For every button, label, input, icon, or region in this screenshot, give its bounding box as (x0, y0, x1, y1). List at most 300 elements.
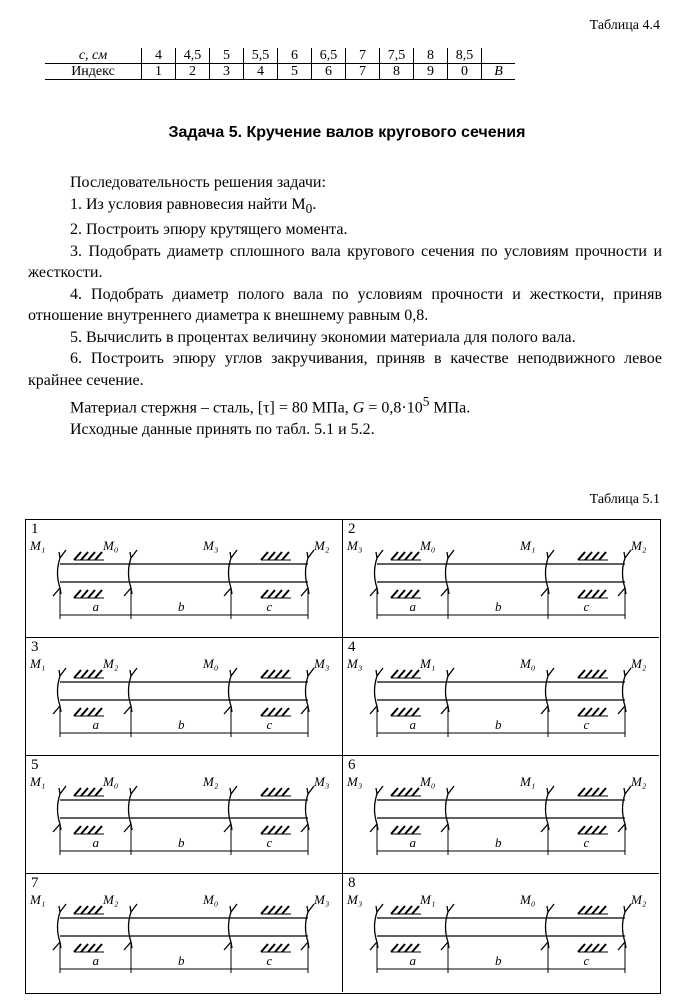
dimension-label: a (409, 599, 416, 614)
moment-arc (306, 912, 309, 942)
bearing-hatch (268, 670, 275, 678)
dimension-label: c (266, 717, 273, 732)
bearing-hatch (585, 906, 592, 914)
moment-arc (446, 676, 449, 706)
bearing-hatch (578, 670, 585, 678)
bearing-hatch (405, 552, 412, 560)
bearing-hatch (261, 826, 268, 834)
moment-arc (375, 912, 378, 942)
bearing-hatch (578, 826, 585, 834)
bearing-hatch (282, 906, 289, 914)
bearing-hatch (599, 670, 606, 678)
moment-arc (375, 794, 378, 824)
shaft-diagram (343, 520, 658, 636)
bearing-hatch (261, 708, 268, 716)
moment-arrow-top (230, 904, 237, 912)
bearing-hatch (282, 826, 289, 834)
table-cell: 9 (414, 64, 448, 80)
bearing-hatch (391, 708, 398, 716)
scheme-cell (343, 874, 659, 992)
dimension-label: a (92, 953, 99, 968)
shaft-diagram (26, 520, 341, 636)
bearing-hatch (282, 788, 289, 796)
table-cell: 5,5 (244, 48, 278, 64)
moment-arrow-top (376, 550, 383, 558)
dimension-label: b (495, 835, 502, 850)
table-cell: 2 (176, 64, 210, 80)
task-step-4: 4. Подобрать диаметр полого вала по условиям прочности и жесткости, приняв отношение внутреннего диаметра к внешнему равным 0,8. (28, 285, 662, 325)
material-value: = 0,8·10 (364, 399, 423, 417)
moment-label: M₁ (30, 892, 46, 907)
table-5-1-caption: Таблица 5.1 (589, 492, 660, 507)
dimension-label: c (583, 599, 590, 614)
bearing-hatch (74, 708, 81, 716)
bearing-hatch (391, 788, 398, 796)
table-cell: 0 (448, 64, 482, 80)
bearing-hatch (592, 708, 599, 716)
scheme-number: 6 (348, 757, 356, 773)
table-cell: 5 (278, 64, 312, 80)
moment-label: M₁ (420, 656, 436, 671)
moment-arc (623, 676, 626, 706)
moment-arrow-top (624, 668, 631, 676)
table-header: c, см (45, 48, 142, 64)
bearing-hatch (74, 906, 81, 914)
task-text (28, 172, 662, 441)
moment-arrow-top (447, 904, 454, 912)
table-row (45, 64, 515, 80)
shaft-diagram (26, 756, 341, 872)
bearing-hatch (599, 552, 606, 560)
bearing-hatch (261, 670, 268, 678)
bearing-hatch (88, 670, 95, 678)
shaft-diagram (26, 638, 341, 754)
bearing-hatch (578, 944, 585, 952)
scheme-number: 8 (348, 875, 356, 891)
bearing-hatch (412, 590, 419, 598)
bearing-hatch (282, 590, 289, 598)
bearing-hatch (275, 788, 282, 796)
bearing-hatch (398, 670, 405, 678)
moment-arc (129, 558, 132, 588)
material-unit: МПа. (429, 399, 471, 417)
bearing-hatch (585, 708, 592, 716)
bearing-hatch (261, 590, 268, 598)
moment-label: M₃ (314, 774, 330, 789)
dimension-label: a (409, 717, 416, 732)
bearing-hatch (578, 788, 585, 796)
bearing-hatch (261, 552, 268, 560)
bearing-hatch (74, 552, 81, 560)
moment-label: M₁ (30, 774, 46, 789)
shaft-diagram (343, 874, 658, 990)
scheme-cell (26, 638, 343, 756)
task-source: Исходные данные принять по табл. 5.1 и 5.2. (70, 421, 375, 439)
moment-label: M₀ (520, 892, 536, 907)
dimension-label: c (266, 835, 273, 850)
bearing-hatch (261, 944, 268, 952)
moment-arc (58, 794, 61, 824)
bearing-hatch (578, 906, 585, 914)
moment-arrow-top (547, 904, 554, 912)
bearing-hatch (592, 788, 599, 796)
table-cell: B (482, 64, 516, 80)
moment-arrow-top (130, 668, 137, 676)
task-step-1 (28, 194, 662, 220)
table-cell: 8,5 (448, 48, 482, 64)
moment-arc (229, 558, 232, 588)
bearing-hatch (599, 590, 606, 598)
moment-arc (623, 912, 626, 942)
scheme-cell (343, 756, 659, 874)
bearing-hatch (81, 788, 88, 796)
bearing-hatch (81, 906, 88, 914)
bearing-hatch (74, 944, 81, 952)
moment-arrow-top (59, 786, 66, 794)
bearing-hatch (88, 944, 95, 952)
bearing-hatch (599, 826, 606, 834)
scheme-number: 2 (348, 521, 356, 537)
moment-arc (129, 676, 132, 706)
moment-arrow-top (230, 550, 237, 558)
table-cell: 7,5 (380, 48, 414, 64)
moment-label: M₃ (314, 892, 330, 907)
table-cell (482, 48, 516, 64)
material-text: Материал стержня – сталь, [τ] = 80 МПа, (70, 399, 353, 417)
table-4-4 (45, 48, 515, 80)
moment-arc (546, 794, 549, 824)
material-exponent: 5 (422, 394, 430, 410)
bearing-hatch (405, 826, 412, 834)
moment-arc (446, 794, 449, 824)
bearing-hatch (88, 826, 95, 834)
moment-label: M₁ (420, 892, 436, 907)
moment-arc (306, 558, 309, 588)
table-cell: 6 (312, 64, 346, 80)
dimension-label: c (583, 835, 590, 850)
bearing-hatch (405, 906, 412, 914)
moment-arrow-top (624, 786, 631, 794)
dimension-label: c (266, 599, 273, 614)
bearing-hatch (391, 944, 398, 952)
bearing-hatch (282, 708, 289, 716)
bearing-hatch (88, 590, 95, 598)
shaft-diagram (343, 756, 658, 872)
scheme-cell (26, 520, 343, 638)
moment-label: M₂ (631, 892, 647, 907)
moment-arc (623, 794, 626, 824)
moment-label: M₂ (631, 538, 647, 553)
moment-arrow-top (307, 904, 314, 912)
bearing-hatch (95, 670, 102, 678)
bearing-hatch (585, 788, 592, 796)
moment-label: M₂ (631, 656, 647, 671)
moment-label: M₃ (347, 538, 363, 553)
bearing-hatch (405, 590, 412, 598)
moment-label: M₃ (347, 892, 363, 907)
moment-label: M₁ (30, 656, 46, 671)
bearing-hatch (412, 788, 419, 796)
bearing-hatch (74, 590, 81, 598)
shaft-diagram (26, 874, 341, 990)
moment-arrow-top (230, 786, 237, 794)
bearing-hatch (405, 788, 412, 796)
moment-arrow-top (59, 668, 66, 676)
moment-label: M₃ (314, 656, 330, 671)
table-cell: 7 (346, 64, 380, 80)
dimension-label: b (495, 599, 502, 614)
dimension-label: c (583, 953, 590, 968)
moment-arrow-top (624, 904, 631, 912)
table-cell: 1 (142, 64, 176, 80)
task-material (28, 391, 662, 419)
dimension-label: a (92, 599, 99, 614)
bearing-hatch (268, 944, 275, 952)
bearing-hatch (88, 788, 95, 796)
moment-arc (58, 676, 61, 706)
table-cell: 8 (380, 64, 414, 80)
bearing-hatch (398, 708, 405, 716)
moment-arrow-top (447, 786, 454, 794)
moment-arrow-top (230, 668, 237, 676)
bearing-hatch (578, 552, 585, 560)
bearing-hatch (391, 826, 398, 834)
bearing-hatch (585, 590, 592, 598)
scheme-number: 1 (31, 521, 39, 537)
bearing-hatch (81, 708, 88, 716)
bearing-hatch (74, 826, 81, 834)
bearing-hatch (592, 826, 599, 834)
bearing-hatch (95, 826, 102, 834)
bearing-hatch (391, 906, 398, 914)
schemes-table (25, 519, 661, 994)
bearing-hatch (398, 944, 405, 952)
table-4-4-caption: Таблица 4.4 (589, 18, 660, 33)
bearing-hatch (412, 826, 419, 834)
moment-label: M₂ (203, 774, 219, 789)
bearing-hatch (95, 708, 102, 716)
dimension-label: b (178, 953, 185, 968)
moment-arc (58, 558, 61, 588)
table-row (45, 48, 515, 64)
moment-arc (229, 676, 232, 706)
moment-arc (375, 558, 378, 588)
moment-arrow-top (376, 786, 383, 794)
moment-arrow-top (307, 668, 314, 676)
moment-arc (129, 794, 132, 824)
moment-arrow-top (547, 786, 554, 794)
dimension-label: c (583, 717, 590, 732)
task-step-6: 6. Построить эпюру углов закручивания, приняв в качестве неподвижного левое крайнее сечение. (28, 350, 662, 389)
moment-arrow-top (447, 668, 454, 676)
moment-label: M₂ (103, 892, 119, 907)
bearing-hatch (405, 670, 412, 678)
bearing-hatch (585, 944, 592, 952)
moment-label: M₁ (30, 538, 46, 553)
bearing-hatch (275, 670, 282, 678)
dimension-label: b (495, 953, 502, 968)
bearing-hatch (592, 590, 599, 598)
table-cell: 3 (210, 64, 244, 80)
moment-arrow-top (130, 786, 137, 794)
bearing-hatch (412, 552, 419, 560)
bearing-hatch (74, 670, 81, 678)
bearing-hatch (398, 552, 405, 560)
bearing-hatch (398, 906, 405, 914)
bearing-hatch (275, 826, 282, 834)
bearing-hatch (599, 944, 606, 952)
task-intro: Последовательность решения задачи: (70, 174, 326, 191)
dimension-label: b (495, 717, 502, 732)
bearing-hatch (592, 944, 599, 952)
moment-label: M₃ (203, 538, 219, 553)
table-cell: 6 (278, 48, 312, 64)
moment-label: M₀ (103, 774, 119, 789)
dimension-label: c (266, 953, 273, 968)
scheme-cell (343, 638, 659, 756)
bearing-hatch (599, 906, 606, 914)
table-cell: 6,5 (312, 48, 346, 64)
moment-label: M₂ (103, 656, 119, 671)
scheme-cell (26, 874, 343, 992)
bearing-hatch (95, 906, 102, 914)
bearing-hatch (81, 670, 88, 678)
moment-label: M₀ (420, 538, 436, 553)
moment-arc (229, 912, 232, 942)
bearing-hatch (95, 788, 102, 796)
moment-arrow-top (130, 550, 137, 558)
bearing-hatch (95, 552, 102, 560)
bearing-hatch (578, 708, 585, 716)
dimension-label: a (409, 953, 416, 968)
bearing-hatch (275, 906, 282, 914)
bearing-hatch (81, 552, 88, 560)
dimension-label: b (178, 599, 185, 614)
bearing-hatch (398, 826, 405, 834)
bearing-hatch (282, 552, 289, 560)
bearing-hatch (88, 906, 95, 914)
step-1-end: . (312, 195, 317, 213)
scheme-number: 7 (31, 875, 39, 891)
table-cell: 8 (414, 48, 448, 64)
moment-label: M₂ (631, 774, 647, 789)
bearing-hatch (88, 552, 95, 560)
moment-arrow-top (130, 904, 137, 912)
bearing-hatch (398, 788, 405, 796)
moment-arrow-top (59, 904, 66, 912)
moment-arc (546, 558, 549, 588)
scheme-cell (26, 756, 343, 874)
moment-label: M₁ (520, 538, 536, 553)
moment-arrow-top (547, 668, 554, 676)
scheme-number: 4 (348, 639, 356, 655)
step-1-subscript: 0 (305, 200, 313, 216)
bearing-hatch (405, 944, 412, 952)
bearing-hatch (405, 708, 412, 716)
bearing-hatch (268, 906, 275, 914)
moment-arc (229, 794, 232, 824)
bearing-hatch (592, 906, 599, 914)
material-g: G (352, 399, 365, 417)
dimension-label: a (92, 835, 99, 850)
bearing-hatch (268, 826, 275, 834)
moment-label: M₀ (103, 538, 119, 553)
bearing-hatch (275, 944, 282, 952)
moment-label: M₂ (314, 538, 330, 553)
moment-label: M₃ (347, 774, 363, 789)
table-cell: 4,5 (176, 48, 210, 64)
bearing-hatch (275, 590, 282, 598)
moment-arc (129, 912, 132, 942)
bearing-hatch (268, 552, 275, 560)
bearing-hatch (282, 944, 289, 952)
task-step-3: 3. Подобрать диаметр сплошного вала кругового сечения по условиям прочности и жесткости. (28, 242, 662, 282)
moment-arc (546, 676, 549, 706)
moment-arc (623, 558, 626, 588)
moment-label: M₁ (520, 774, 536, 789)
dimension-label: b (178, 717, 185, 732)
bearing-hatch (585, 826, 592, 834)
dimension-label: a (92, 717, 99, 732)
moment-label: M₀ (420, 774, 436, 789)
moment-arc (546, 912, 549, 942)
bearing-hatch (585, 670, 592, 678)
bearing-hatch (391, 590, 398, 598)
moment-arc (446, 558, 449, 588)
shaft-diagram (343, 638, 658, 754)
task-step-2: 2. Построить эпюру крутящего момента. (70, 221, 348, 239)
bearing-hatch (81, 590, 88, 598)
task-title: Задача 5. Кручение валов кругового сечения (168, 124, 526, 141)
moment-label: M₀ (520, 656, 536, 671)
moment-arc (306, 794, 309, 824)
bearing-hatch (81, 826, 88, 834)
bearing-hatch (578, 590, 585, 598)
bearing-hatch (592, 670, 599, 678)
bearing-hatch (275, 552, 282, 560)
bearing-hatch (398, 590, 405, 598)
bearing-hatch (268, 708, 275, 716)
bearing-hatch (95, 944, 102, 952)
table-cell: 5 (210, 48, 244, 64)
task-step-5: 5. Вычислить в процентах величину экономии материала для полого вала. (70, 328, 576, 346)
moment-arrow-top (59, 550, 66, 558)
bearing-hatch (599, 788, 606, 796)
bearing-hatch (268, 788, 275, 796)
table-header: Индекс (45, 64, 142, 80)
moment-arrow-top (376, 668, 383, 676)
moment-arrow-top (307, 550, 314, 558)
bearing-hatch (88, 708, 95, 716)
moment-arc (375, 676, 378, 706)
bearing-hatch (261, 906, 268, 914)
scheme-number: 3 (31, 639, 39, 655)
bearing-hatch (391, 670, 398, 678)
bearing-hatch (391, 552, 398, 560)
moment-arc (306, 676, 309, 706)
scheme-number: 5 (31, 757, 39, 773)
moment-arc (58, 912, 61, 942)
moment-arrow-top (376, 904, 383, 912)
bearing-hatch (74, 788, 81, 796)
moment-label: M₃ (347, 656, 363, 671)
bearing-hatch (412, 944, 419, 952)
table-cell: 7 (346, 48, 380, 64)
bearing-hatch (261, 788, 268, 796)
table-cell: 4 (142, 48, 176, 64)
moment-arc (446, 912, 449, 942)
moment-arrow-top (624, 550, 631, 558)
